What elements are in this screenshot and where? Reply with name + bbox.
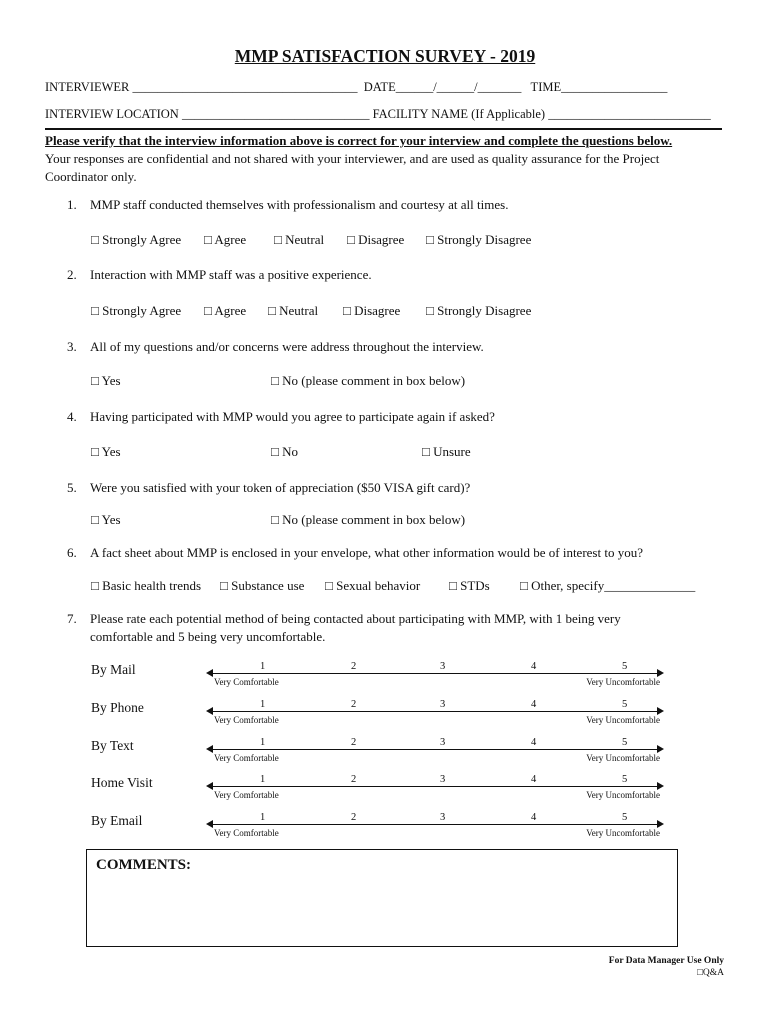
q2-option-disagree[interactable]: □ Disagree bbox=[343, 303, 401, 318]
question-number: 4. bbox=[67, 409, 77, 424]
scale-point-4[interactable]: 4 bbox=[531, 737, 537, 748]
question-number: 7. bbox=[67, 611, 77, 626]
scale-high-label: Very Uncomfortable bbox=[586, 677, 660, 687]
question-text: MMP staff conducted themselves with professionalism and courtesy at all times. bbox=[90, 197, 509, 212]
q6-option-sexual-behavior[interactable]: □ Sexual behavior bbox=[325, 578, 421, 593]
q1-option-strongly-agree[interactable]: □ Strongly Agree bbox=[91, 232, 182, 247]
q3-option-no[interactable]: □ No (please comment in box below) bbox=[271, 373, 466, 388]
scale-high-label: Very Uncomfortable bbox=[586, 790, 660, 800]
question-number: 2. bbox=[67, 267, 77, 282]
q2-option-neutral[interactable]: □ Neutral bbox=[268, 303, 319, 318]
scale-low-label: Very Comfortable bbox=[214, 677, 279, 687]
q6-option-basic-health-trends[interactable]: □ Basic health trends bbox=[91, 578, 202, 593]
arrow-right-icon bbox=[657, 782, 664, 790]
scale-point-4[interactable]: 4 bbox=[531, 661, 537, 672]
question-text: All of my questions and/or concerns were address throughout the interview. bbox=[90, 339, 484, 354]
q1-option-disagree[interactable]: □ Disagree bbox=[347, 232, 405, 247]
question-number: 6. bbox=[67, 545, 77, 560]
q6-option-substance-use[interactable]: □ Substance use bbox=[220, 578, 305, 593]
rating-scale[interactable] bbox=[206, 737, 664, 777]
scale-low-label: Very Comfortable bbox=[214, 715, 279, 725]
scale-point-3[interactable]: 3 bbox=[440, 699, 446, 710]
arrow-left-icon bbox=[206, 782, 213, 790]
arrow-left-icon bbox=[206, 707, 213, 715]
scale-point-3[interactable]: 3 bbox=[440, 737, 446, 748]
confidentiality-note: Your responses are confidential and not shared with your interviewer, and are used as quality assurance for the Project Coordinator only. bbox=[45, 151, 660, 184]
question-text: Having participated with MMP would you agree to participate again if asked? bbox=[90, 409, 495, 424]
question-text: A fact sheet about MMP is enclosed in your envelope, what other information would be of interest to you? bbox=[90, 545, 643, 560]
scale-point-5[interactable]: 5 bbox=[622, 699, 628, 710]
location-facility-line: INTERVIEW LOCATION ______________________________ FACILITY NAME (If Applicable) __________________________ bbox=[45, 107, 711, 121]
rating-method-label: By Phone bbox=[91, 700, 144, 715]
scale-point-4[interactable]: 4 bbox=[531, 812, 537, 823]
q4-option-no[interactable]: □ No bbox=[271, 444, 298, 459]
q3-option-yes[interactable]: □ Yes bbox=[91, 373, 121, 388]
rating-scale[interactable] bbox=[206, 812, 664, 852]
scale-low-label: Very Comfortable bbox=[214, 753, 279, 763]
scale-low-label: Very Comfortable bbox=[214, 828, 279, 838]
scale-point-2[interactable]: 2 bbox=[351, 737, 357, 748]
scale-high-label: Very Uncomfortable bbox=[586, 753, 660, 763]
scale-point-4[interactable]: 4 bbox=[531, 774, 537, 785]
data-manager-title: For Data Manager Use Only bbox=[608, 956, 724, 966]
rating-method-label: Home Visit bbox=[91, 775, 153, 790]
scale-point-2[interactable]: 2 bbox=[351, 812, 357, 823]
scale-point-2[interactable]: 2 bbox=[351, 774, 357, 785]
scale-low-label: Very Comfortable bbox=[214, 790, 279, 800]
question-text: Interaction with MMP staff was a positive experience. bbox=[90, 267, 372, 282]
arrow-left-icon bbox=[206, 820, 213, 828]
scale-point-3[interactable]: 3 bbox=[440, 812, 446, 823]
comments-label: COMMENTS: bbox=[96, 857, 191, 873]
scale-line bbox=[210, 786, 660, 787]
q1-option-strongly-disagree[interactable]: □ Strongly Disagree bbox=[426, 232, 532, 247]
scale-point-3[interactable]: 3 bbox=[440, 661, 446, 672]
q1-option-agree[interactable]: □ Agree bbox=[204, 232, 247, 247]
scale-point-4[interactable]: 4 bbox=[531, 699, 537, 710]
q4-option-unsure[interactable]: □ Unsure bbox=[422, 444, 471, 459]
rating-method-label: By Email bbox=[91, 813, 143, 828]
q2-option-strongly-disagree[interactable]: □ Strongly Disagree bbox=[426, 303, 532, 318]
scale-line bbox=[210, 711, 660, 712]
rating-scale[interactable] bbox=[206, 699, 664, 739]
scale-point-5[interactable]: 5 bbox=[622, 812, 628, 823]
scale-point-1[interactable]: 1 bbox=[260, 661, 266, 672]
divider bbox=[45, 128, 722, 130]
question-text: Were you satisfied with your token of appreciation ($50 VISA gift card)? bbox=[90, 480, 471, 495]
arrow-right-icon bbox=[657, 820, 664, 828]
scale-point-1[interactable]: 1 bbox=[260, 774, 266, 785]
arrow-right-icon bbox=[657, 745, 664, 753]
q5-option-no[interactable]: □ No (please comment in box below) bbox=[271, 512, 466, 527]
interviewer-date-time-line: INTERVIEWER ____________________________________ DATE______/______/_______ TIME_________________ bbox=[45, 80, 668, 94]
scale-high-label: Very Uncomfortable bbox=[586, 828, 660, 838]
question-number: 3. bbox=[67, 339, 77, 354]
scale-line bbox=[210, 824, 660, 825]
scale-point-5[interactable]: 5 bbox=[622, 661, 628, 672]
arrow-left-icon bbox=[206, 669, 213, 677]
scale-point-1[interactable]: 1 bbox=[260, 699, 266, 710]
qa-checkbox[interactable]: □Q&A bbox=[697, 968, 724, 978]
scale-point-5[interactable]: 5 bbox=[622, 774, 628, 785]
scale-point-1[interactable]: 1 bbox=[260, 737, 266, 748]
q6-option-other[interactable]: □ Other, specify______________ bbox=[520, 578, 696, 593]
rating-method-label: By Text bbox=[91, 738, 134, 753]
rating-scale[interactable] bbox=[206, 661, 664, 701]
q5-option-yes[interactable]: □ Yes bbox=[91, 512, 121, 527]
arrow-right-icon bbox=[657, 707, 664, 715]
verify-instruction: Please verify that the interview information above is correct for your interview and complete the questions below. bbox=[45, 133, 673, 148]
rating-method-label: By Mail bbox=[91, 662, 136, 677]
q4-option-yes[interactable]: □ Yes bbox=[91, 444, 121, 459]
q2-option-agree[interactable]: □ Agree bbox=[204, 303, 247, 318]
q6-option-stds[interactable]: □ STDs bbox=[449, 578, 490, 593]
scale-line bbox=[210, 749, 660, 750]
question-number: 5. bbox=[67, 480, 77, 495]
q1-option-neutral[interactable]: □ Neutral bbox=[274, 232, 325, 247]
scale-point-2[interactable]: 2 bbox=[351, 661, 357, 672]
scale-point-2[interactable]: 2 bbox=[351, 699, 357, 710]
scale-high-label: Very Uncomfortable bbox=[586, 715, 660, 725]
comments-box[interactable] bbox=[86, 849, 678, 947]
arrow-left-icon bbox=[206, 745, 213, 753]
rating-scale[interactable] bbox=[206, 774, 664, 814]
scale-point-1[interactable]: 1 bbox=[260, 812, 266, 823]
scale-line bbox=[210, 673, 660, 674]
scale-point-5[interactable]: 5 bbox=[622, 737, 628, 748]
data-manager-note bbox=[609, 955, 724, 979]
q2-option-strongly-agree[interactable]: □ Strongly Agree bbox=[91, 303, 182, 318]
scale-point-3[interactable]: 3 bbox=[440, 774, 446, 785]
page-title: MMP SATISFACTION SURVEY - 2019 bbox=[234, 46, 536, 66]
arrow-right-icon bbox=[657, 669, 664, 677]
question-number: 1. bbox=[67, 197, 77, 212]
question-text: Please rate each potential method of being contacted about participating with MMP, with 1 being very comfortable and 5 being very uncomfortable. bbox=[90, 611, 621, 644]
